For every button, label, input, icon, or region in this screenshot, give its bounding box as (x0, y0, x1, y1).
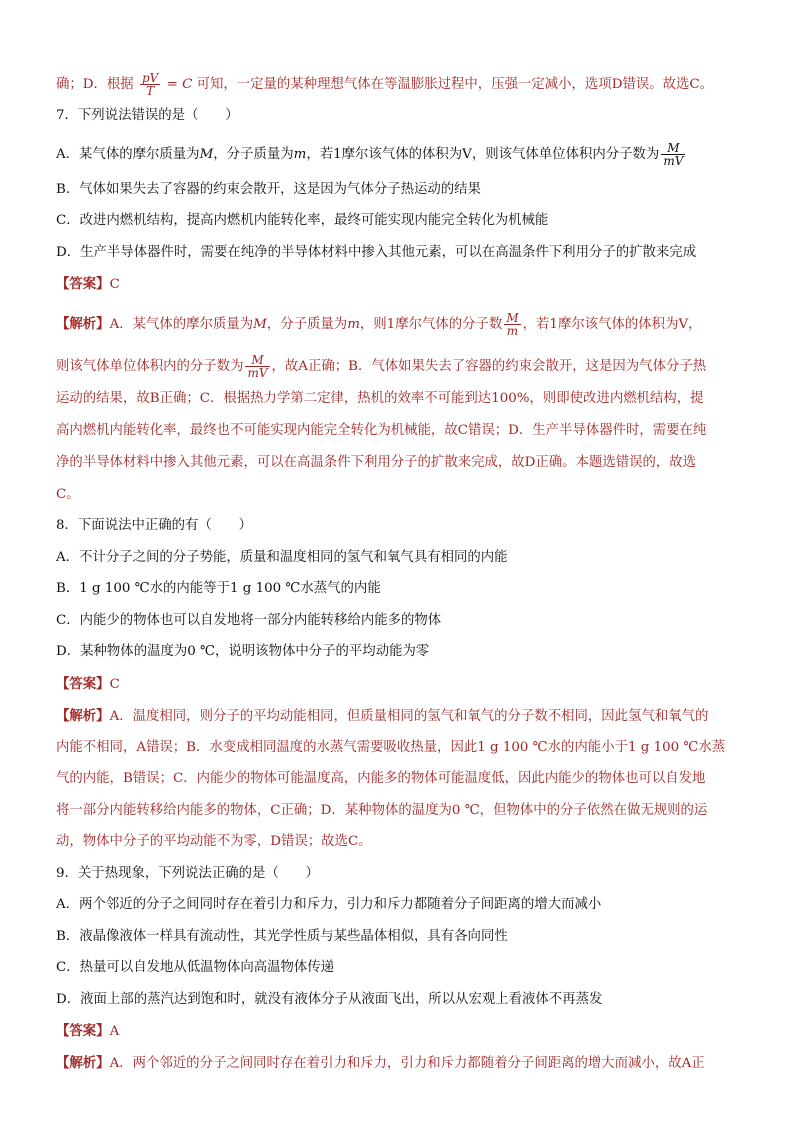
text: ，若1摩尔该气体的体积为V，则该气体单位体积内分子数为 (306, 147, 660, 162)
text: A．温度相同，则分子的平均动能相同，但质量相同的氢气和氧气的分子数不相同，因此氢气和氧气的 (109, 709, 709, 724)
answer-value: C (109, 277, 120, 292)
text: 可知，一定量的某种理想气体在等温膨胀过程中，压强一定减小，选项D错误。故选C。 (196, 77, 714, 92)
answer-tag: 【答案】 (56, 676, 110, 692)
q8-analysis-line-5: 动，物体中分子的平均动能不为零，D错误；故选C。 (56, 834, 372, 849)
q9-analysis-line-1 (56, 1053, 746, 1074)
text: 确；D．根据 (56, 77, 134, 92)
text: ，则1摩尔气体的分子数 (359, 317, 503, 332)
q9-title: 9．关于热现象，下列说法正确的是（ ） (56, 866, 319, 881)
q7-analysis-line-2 (56, 354, 746, 379)
frac-den: m (504, 324, 520, 337)
q7-option-a (56, 142, 746, 167)
symbol: m (347, 317, 360, 332)
q7-option-b: B．气体如果失去了容器的约束会散开，这是因为气体分子热运动的结果 (56, 182, 481, 197)
q8-answer (56, 674, 746, 695)
fraction-m-over-mv (245, 354, 269, 379)
q7-option-c: C．改进内燃机结构，提高内燃机内能转化率，最终可能实现内能完全转化为机械能 (56, 213, 549, 228)
q8-option-b: B．1 g 100 ℃水的内能等于1 g 100 ℃水蒸气的内能 (56, 581, 381, 596)
q8-analysis-line-2: 内能不相同，A错误；B．水变成相同温度的水蒸气需要吸收热量，因此1 g 100 ℃水的内能小于1 g 100 ℃水蒸 (56, 740, 726, 755)
text: A．某气体的摩尔质量为 (56, 147, 200, 162)
answer-tag: 【答案】 (56, 276, 110, 292)
answer-value: A (109, 1024, 120, 1039)
q7-analysis-line-5: 净的半导体材料中掺入其他元素，可以在高温条件下利用分子的扩散来完成，故D正确。本题选错误的，故选 (56, 455, 697, 470)
q7-answer (56, 274, 746, 295)
frac-num: pV (141, 71, 159, 85)
symbol: m (293, 147, 307, 162)
symbol: M (199, 147, 214, 162)
answer-value: C (109, 677, 120, 692)
text: 则该气体单位体积内的分子数为 (56, 359, 244, 374)
q9-option-b: B．液晶像液体一样具有流动性，其光学性质与某些晶体相似，具有各向同性 (56, 929, 508, 944)
q8-option-a: A．不计分子之间的分子势能，质量和温度相同的氢气和氧气具有相同的内能 (56, 550, 508, 565)
fraction-m-over-mv (661, 142, 685, 167)
q9-option-c: C．热量可以自发地从低温物体向高温物体传递 (56, 960, 335, 975)
q8-analysis-line-3: 气的内能，B错误；C．内能少的物体可能温度高，内能多的物体可能温度低，因此内能少的物体也可以自发地 (56, 771, 706, 786)
frac-num: M (506, 311, 519, 325)
q7-analysis-line-6: C。 (56, 487, 80, 502)
q8-analysis-line-1 (56, 706, 746, 727)
analysis-tag: 【解析】 (56, 708, 110, 724)
q9-answer (56, 1021, 746, 1042)
q8-option-c: C．内能少的物体也可以自发地将一部分内能转移给内能多的物体 (56, 613, 442, 628)
q8-analysis-line-4: 将一部分内能转移给内能多的物体，C正确；D．某种物体的温度为0 ℃，但物体中的分子依然在做无规则的运 (56, 803, 708, 818)
text: ，分子质量为 (266, 317, 348, 332)
answer-tag: 【答案】 (56, 1023, 110, 1039)
frac-num: M (667, 141, 680, 155)
q7-analysis-line-3: 运动的结果，故B正确；C．根据热力学第二定律，热机的效率不可能到达100%，则即使改进内燃机结构，提 (56, 391, 704, 406)
q7-analysis-line-1 (56, 312, 746, 337)
frac-den: mV (247, 366, 268, 380)
symbol: M (253, 317, 267, 332)
analysis-tag: 【解析】 (56, 316, 110, 332)
q7-option-d: D．生产半导体器件时，需要在纯净的半导体材料中掺入其他元素，可以在高温条件下利用分子的扩散来完成 (56, 245, 697, 260)
frac-den: T (140, 84, 160, 97)
text: A．两个邻近的分子之间同时存在着引力和斥力，引力和斥力都随着分子间距离的增大而减小，故A正 (109, 1056, 705, 1071)
text: ，分子质量为 (213, 147, 294, 162)
analysis-tag: 【解析】 (56, 1055, 110, 1071)
prev-explanation-tail (56, 72, 746, 97)
q9-option-a: A．两个邻近的分子之间同时存在着引力和斥力，引力和斥力都随着分子间距离的增大而减小 (56, 897, 602, 912)
text: ，故A正确；B．气体如果失去了容器的约束会散开，这是因为气体分子热 (271, 359, 707, 374)
fraction-pv-over-t (140, 72, 160, 97)
fraction-m-over-m (504, 312, 520, 337)
q7-analysis-line-4: 高内燃机内能转化率，最终也不可能实现内能完全转化为机械能，故C错误；D．生产半导体器件时，需要在纯 (56, 423, 707, 438)
frac-num: M (251, 353, 264, 367)
text: A．某气体的摩尔质量为 (109, 317, 254, 332)
text: ，若1摩尔该气体的体积为V， (522, 317, 702, 332)
q7-title: 7．下列说法错误的是（ ） (56, 108, 239, 123)
q8-title: 8．下面说法中正确的有（ ） (56, 518, 252, 533)
q9-option-d: D．液面上部的蒸汽达到饱和时，就没有液体分子从液面飞出，所以从宏观上看液体不再蒸发 (56, 992, 603, 1007)
formula-eq: = C (166, 77, 193, 92)
frac-den: mV (663, 154, 684, 168)
q8-option-d: D．某种物体的温度为0 ℃，说明该物体中分子的平均动能为零 (56, 644, 430, 659)
